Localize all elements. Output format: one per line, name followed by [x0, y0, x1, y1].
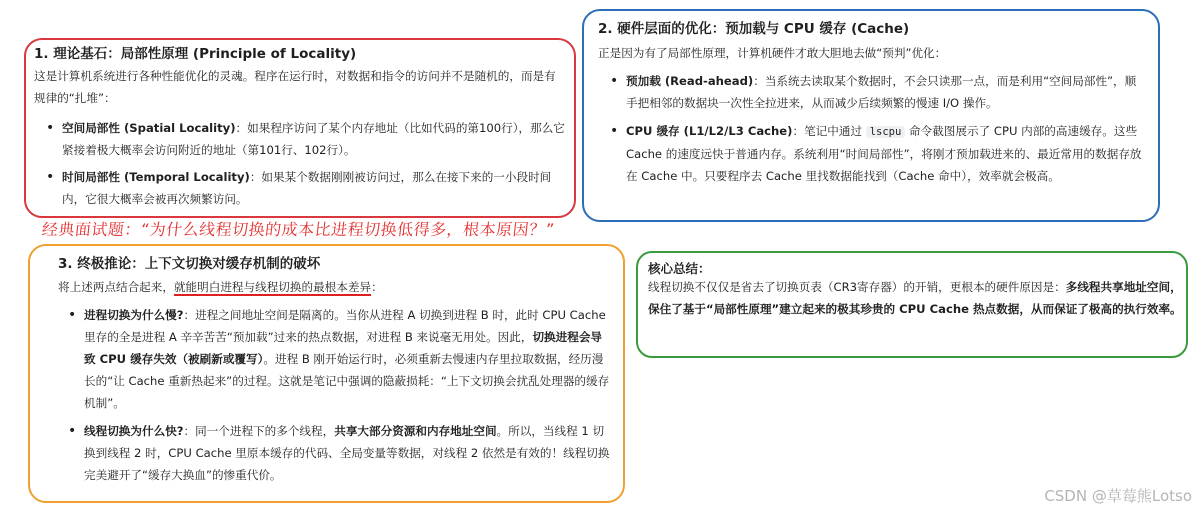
- summary-title: 核心总结：: [648, 261, 711, 276]
- lscpu-code: lscpu: [866, 126, 906, 138]
- thread-term: 线程切换为什么快?: [84, 424, 184, 438]
- thread-text-2: 。所以，当线程 1 切换到线程 2 时，CPU Cache 里原本缓存的代码、全局变量等数据，对线程 2 依然是有效的！线程切换完美避开了“缓存大换血”的惨重代价。: [84, 424, 610, 482]
- intro-highlight: 就能明白进程与线程切换的最根本差异: [173, 280, 372, 294]
- intro-post: ：: [371, 280, 383, 294]
- temporal-text: ：如果某个数据刚刚被访问过，那么在接下来的一小段时间内，它很大概率会被再次频繁访问。: [62, 170, 552, 206]
- hardware-intro: 正是因为有了局部性原理，计算机硬件才敢大胆地去做“预判”优化：: [598, 46, 947, 60]
- context-switch-title: 3. 终极推论：上下文切换对缓存机制的破坏: [58, 256, 321, 272]
- process-switch-item: [64, 304, 612, 414]
- csdn-watermark: CSDN @草莓熊Lotso: [1044, 487, 1192, 505]
- thread-text-1: ：同一个进程下的多个线程，: [183, 424, 335, 438]
- read-ahead-item: [606, 70, 1146, 114]
- summary-plain: 线程切换不仅仅是省去了切换页表（CR3寄存器）的开销，更根本的硬件原因是：: [648, 280, 1066, 294]
- read-ahead-term: 预加载 (Read-ahead): [626, 74, 754, 88]
- thread-switch-item: [64, 420, 612, 486]
- cpu-cache-item: [606, 120, 1146, 187]
- intro-pre: 将上述两点结合起来，: [58, 280, 174, 294]
- context-switch-intro: [58, 276, 613, 298]
- hardware-optimization-box: [582, 9, 1160, 222]
- hardware-title: 2. 硬件层面的优化：预加载与 CPU 缓存 (Cache): [598, 21, 910, 37]
- read-ahead-text: ：当系统去读取某个数据时，不会只读那一点，而是利用“空间局部性”，顺手把相邻的数据块一次性全拉进来，从而减少后续频繁的慢速 I/O 操作。: [626, 74, 1137, 110]
- summary-bold: 多线程共享地址空间，保住了基于“局部性原理”建立起来的极其珍贵的 CPU Cache 热点数据，从而保证了极高的执行效率。: [648, 280, 1182, 316]
- cpu-cache-term: CPU 缓存 (L1/L2/L3 Cache): [626, 124, 793, 138]
- summary-text: [648, 276, 1182, 320]
- spatial-text: ：如果程序访问了某个内存地址（比如代码的第100行），那么它紧接着极大概率会访问附近的地址（第101行、102行）。: [62, 121, 565, 157]
- locality-title: 1. 理论基石：局部性原理 (Principle of Locality): [34, 46, 357, 62]
- process-text-1: ：进程之间地址空间是隔离的。当你从进程 A 切换到进程 B 时，此时 CPU Cache 里存的全是进程 A 辛辛苦苦“预加载”过来的热点数据，对进程 B 来说毫无用处。因此，: [84, 308, 606, 344]
- temporal-term: 时间局部性 (Temporal Locality): [62, 170, 250, 184]
- interview-question: 经典面试题：“为什么线程切换的成本比进程切换低得多，根本原因？”: [40, 220, 556, 239]
- spatial-locality-item: [42, 117, 568, 161]
- thread-bold: 共享大部分资源和内存地址空间: [334, 424, 497, 438]
- temporal-locality-item: [42, 166, 568, 210]
- process-bold: 切换进程会导致 CPU 缓存失效（被刷新或覆写）: [84, 330, 603, 366]
- spatial-term: 空间局部性 (Spatial Locality): [62, 121, 236, 135]
- locality-intro: 这是计算机系统进行各种性能优化的灵魂。程序在运行时，对数据和指令的访问并不是随机的，而是有规律的“扎堆”：: [34, 69, 556, 105]
- process-text-2: 。进程 B 刚开始运行时，必须重新去慢速内存里拉取数据，经历漫长的“让 Cache 重新热起来”的过程。这就是笔记中强调的隐蔽损耗：“上下文切换会扰乱处理器的缓存机制”。: [84, 352, 610, 410]
- cpu-cache-post: 命令截图展示了 CPU 内部的高速缓存。这些 Cache 的速度远快于普通内存。系统利用“时间局部性”，将刚才预加载进来的、最近常用的数据存放在 Cache 中。只要程序去 Cache 里找数据能找到（Cache 命中），效率就会极高。: [626, 124, 1142, 183]
- cpu-cache-pre: ：笔记中通过: [792, 124, 866, 138]
- process-term: 进程切换为什么慢?: [84, 308, 184, 322]
